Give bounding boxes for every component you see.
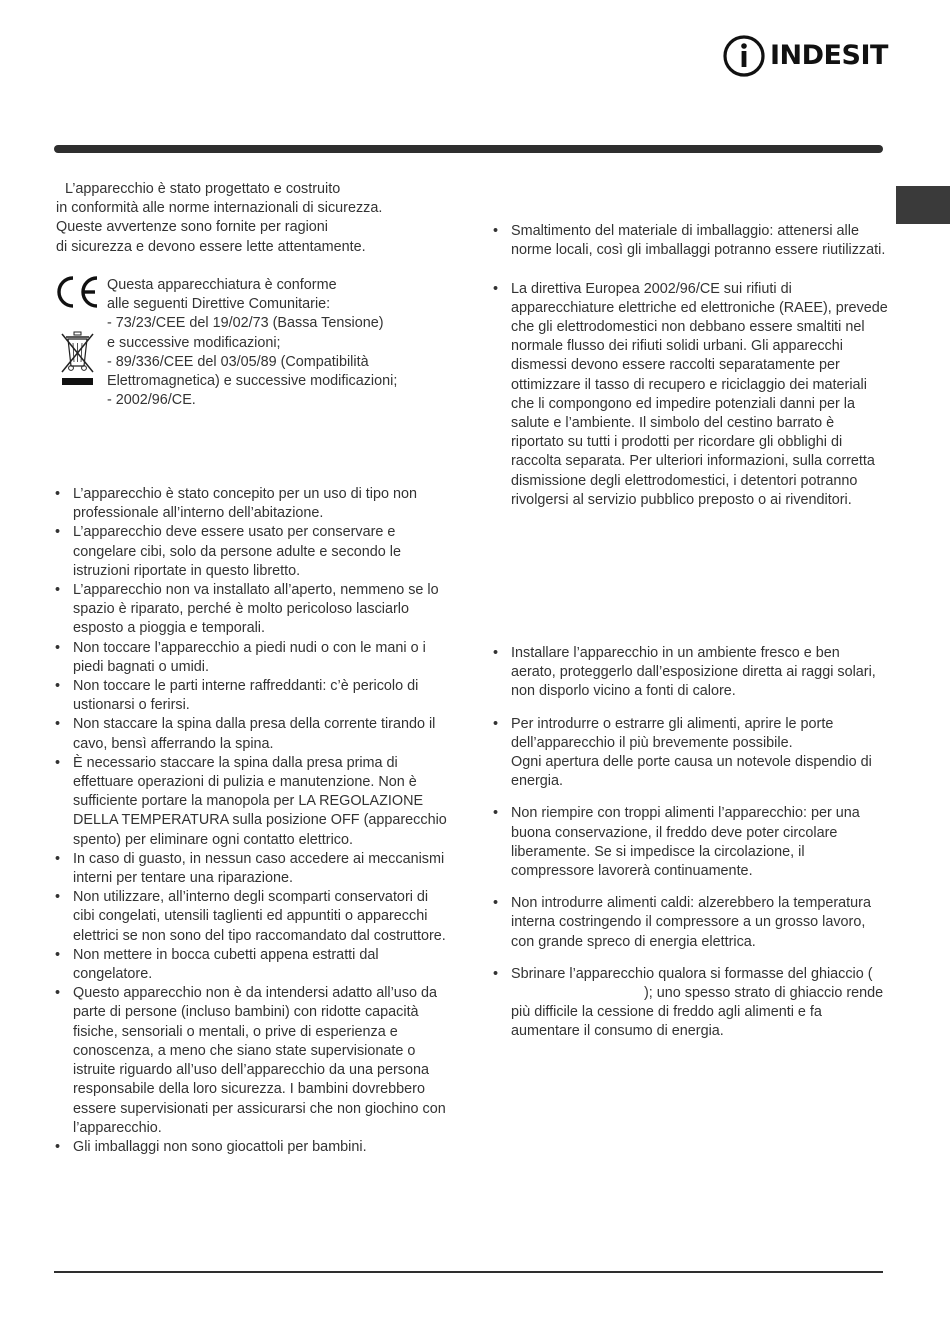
crossed-bin-icon (58, 330, 96, 388)
list-item (493, 715, 888, 792)
list-item: • Non toccare l’apparecchio a piedi nudi o con le mani o i piedi bagnati o umidi. (55, 639, 450, 677)
list-item: • Non toccare le parti interne raffreddanti: c’è pericolo di ustionarsi o ferirsi. (55, 677, 450, 715)
directives-paragraph (107, 276, 447, 410)
directives-line: alle seguenti Direttive Comunitarie: (107, 296, 331, 313)
directives-line: - 2002/96/CE. (107, 392, 196, 409)
list-item-text: • Per introdurre o estrarre gli alimenti, aprire le porte dell’apparecchio il più brevemente possibile. (511, 715, 834, 751)
disposal-list (493, 222, 888, 510)
footer-divider (54, 1271, 883, 1273)
directives-line: - 89/336/CEE del 03/05/89 (Compatibilità (107, 353, 369, 370)
list-item-text: Sbrinare l’apparecchio qualora si formasse del ghiaccio ( (511, 965, 873, 982)
directives-line: - 73/23/CEE del 19/02/73 (Bassa Tensione) (107, 315, 384, 332)
list-item: • Questo apparecchio non è da intendersi adatto all’uso da parte di persone (incluso bambini) con ridotte capacità fisiche, sensoriali o mentali, o prive di esperienza e conoscenza, a meno che siano state supervisionate o istruite riguardo all’uso dell’apparecchio da una persona responsabile della loro sicurezza. I bambini dovrebbero essere supervisionati per assicurarsi che non giochino con l’apparecchio. (55, 984, 450, 1138)
directives-line: Elettromagnetica) e successive modificazioni; (107, 373, 398, 390)
intro-line: in conformità alle norme internazionali di sicurezza. (56, 200, 383, 217)
brand-name: INDESIT (770, 40, 888, 71)
safety-list (55, 485, 450, 1157)
list-item: • Non riempire con troppi alimenti l’apparecchio: per una buona conservazione, il freddo deve poter circolare liberamente. Se si impedisce la circolazione, il compressore lavorerà continuamente. (493, 804, 888, 881)
list-item: • L’apparecchio deve essere usato per conservare e congelare cibi, solo da persone adulte e secondo le istruzioni riportate in questo libretto. (55, 523, 450, 581)
ce-mark-icon (54, 275, 100, 309)
energy-saving-list (493, 644, 888, 1042)
list-item-text: ); uno spesso strato di ghiaccio rende più difficile la cessione di freddo agli alimenti e fa aumentare il consumo di energia. (511, 985, 884, 1040)
intro-line: di sicurezza e devono essere lette attentamente. (56, 238, 366, 255)
intro-line: Queste avvertenze sono fornite per ragioni (56, 219, 328, 236)
indesit-logo (722, 34, 888, 78)
list-item: • La direttiva Europea 2002/96/CE sui rifiuti di apparecchiature elettriche ed elettroniche (RAEE), prevede che gli elettrodomestici non debbano essere smaltiti nel normale flusso dei rifiuti solidi urbani. Gli apparecchi dismessi devono essere raccolti separatamente per ottimizzare il tasso di recupero e riciclaggio dei materiali che li compongono ed impedire potenziali danni per la salute e l’ambiente. Il simbolo del cestino barrato è riportato su tutti i prodotti per ricordare gli obblighi di raccolta separata. Per ulteriori informazioni, sulla corretta dismissione degli elettrodomestici, i detentori potranno rivolgersi al servizio pubblico preposto o ai rivenditori. (493, 280, 888, 510)
intro-paragraph (56, 180, 456, 257)
list-item: • È necessario staccare la spina dalla presa prima di effettuare operazioni di pulizia e manutenzione. Non è sufficiente portare la manopola per LA REGOLAZIONE DELLA TEMPERATURA sulla posizione OFF (apparecchio spento) per eliminare ogni contatto elettrico. (55, 754, 450, 850)
list-item: • Non mettere in bocca cubetti appena estratti dal congelatore. (55, 946, 450, 984)
indesit-logo-mark-icon (722, 34, 766, 78)
language-tab-marker (896, 186, 950, 224)
list-item: • In caso di guasto, in nessun caso accedere ai meccanismi interni per tentare una riparazione. (55, 850, 450, 888)
list-item: • L’apparecchio non va installato all’aperto, nemmeno se lo spazio è riparato, perché è molto pericoloso lasciarlo esposto a pioggia e temporali. (55, 581, 450, 639)
list-item-text: Ogni apertura delle porte causa un notevole dispendio di energia. (511, 754, 872, 790)
directives-line: e successive modificazioni; (107, 334, 281, 351)
list-item: • L’apparecchio è stato concepito per un uso di tipo non professionale all’interno dell’abitazione. (55, 485, 450, 523)
list-item: • Smaltimento del materiale di imballaggio: attenersi alle norme locali, così gli imballaggi potranno essere riutilizzati. (493, 222, 888, 260)
intro-line: L’apparecchio è stato progettato e costruito (65, 181, 341, 197)
list-item: • Gli imballaggi non sono giocattoli per bambini. (55, 1138, 450, 1157)
list-item: • Installare l’apparecchio in un ambiente fresco e ben aerato, proteggerlo dall’esposizione diretta ai raggi solari, non disporlo vicino a fonti di calore. (493, 644, 888, 702)
directives-line: Questa apparecchiatura è conforme (107, 277, 337, 293)
list-item (493, 965, 888, 1042)
header-divider (54, 145, 883, 153)
list-item: • Non staccare la spina dalla presa della corrente tirando il cavo, bensì afferrando la spina. (55, 715, 450, 753)
list-item: • Non introdurre alimenti caldi: alzerebbero la temperatura interna costringendo il compressore a un grosso lavoro, con grande spreco di energia elettrica. (493, 894, 888, 952)
list-item: • Non utilizzare, all’interno degli scomparti conservatori di cibi congelati, utensili taglienti ed appuntiti o apparecchi elettrici se non sono del tipo raccomandato dal costruttore. (55, 888, 450, 946)
